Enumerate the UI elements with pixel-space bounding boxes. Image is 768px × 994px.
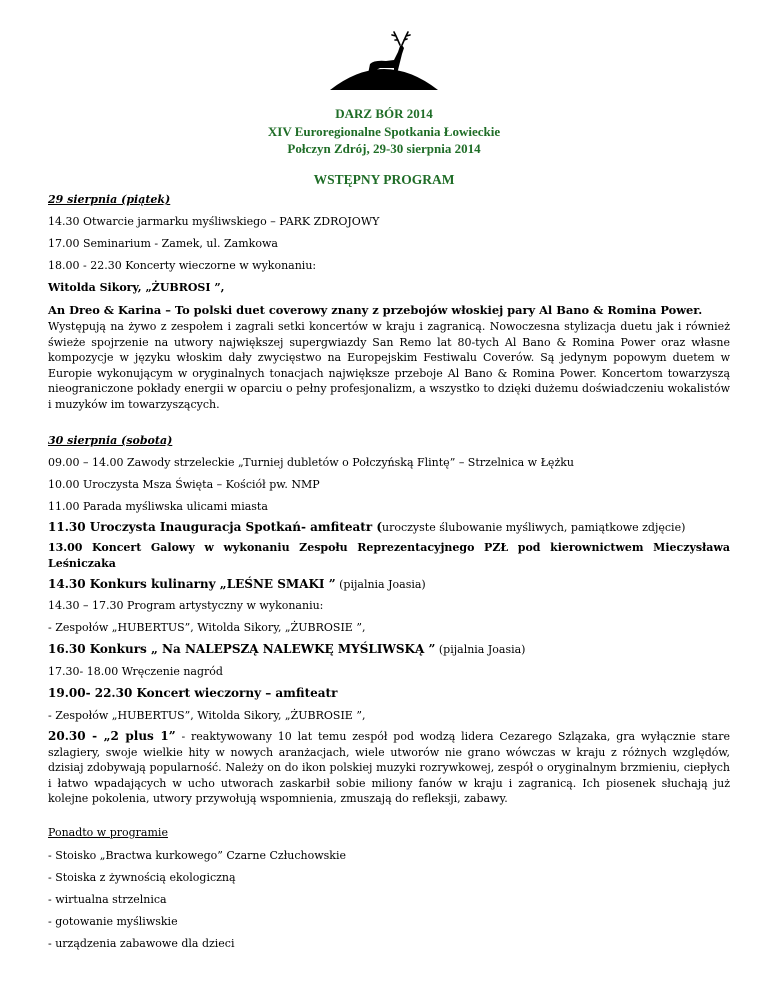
program-title: WSTĘPNY PROGRAM: [313, 172, 455, 187]
event-location-date: Połczyn Zdrój, 29-30 sierpnia 2014: [287, 141, 481, 156]
day2-item: 14.30 – 17.30 Program artystyczny w wykonaniu:: [48, 599, 324, 612]
item-rest-part: (pijalnia Joasia): [435, 643, 526, 656]
item-bold-part: 16.30 Konkurs „ Na NALEPSZĄ NALEWKĘ MYŚLIWSKĄ ”: [48, 642, 436, 656]
day2-item: [48, 729, 730, 807]
band-title: An Dreo & Karina – To polski duet coverowy znany z przebojów włoskiej pary Al Bano & Romina Power.: [48, 303, 703, 317]
day2-item: 10.00 Uroczysta Msza Święta – Kościół pw. NMP: [48, 478, 320, 491]
extra-heading: Ponadto w programie: [48, 826, 168, 839]
day2-item: [48, 520, 730, 534]
day2-item: 17.30- 18.00 Wręczenie nagród: [48, 665, 223, 678]
day2-item: - Zespołów „HUBERTUS”, Witolda Sikory, „ŻUBROSIE ”,: [48, 709, 366, 722]
day2-item: 09.00 – 14.00 Zawody strzeleckie „Turniej dubletów o Połczyńską Flintę” – Strzelnica w Łężku: [48, 456, 574, 469]
day1-heading: 29 sierpnia (piątek): [48, 193, 171, 206]
item-bold-part: 20.30 - „2 plus 1”: [48, 729, 176, 743]
day1-item: 14.30 Otwarcie jarmarku myśliwskiego – PARK ZDROJOWY: [48, 215, 380, 228]
extra-item: - gotowanie myśliwskie: [48, 915, 178, 928]
item-rest-part: (pijalnia Joasia): [335, 578, 426, 591]
day2-item: 19.00- 22.30 Koncert wieczorny – amfiteatr: [48, 686, 338, 700]
day2-item: - Zespołów „HUBERTUS”, Witolda Sikory, „ŻUBROSIE ”,: [48, 621, 366, 634]
deer-logo-icon: [328, 30, 440, 92]
item-bold-part: 14.30 Konkurs kulinarny „LEŚNE SMAKI ”: [48, 577, 336, 591]
day2-heading: 30 sierpnia (sobota): [48, 434, 173, 447]
item-bold-part: 11.30 Uroczysta Inauguracja Spotkań- amfiteatr (: [48, 520, 382, 534]
extra-item: - wirtualna strzelnica: [48, 893, 167, 906]
day1-item: Witolda Sikory, „ŻUBROSI ”,: [48, 281, 225, 294]
event-title: DARZ BÓR 2014: [335, 106, 433, 121]
day2-item: 13.00 Koncert Galowy w wykonaniu Zespołu Reprezentacyjnego PZŁ pod kierownictwem Mieczysława Leśniczaka: [48, 541, 730, 570]
event-subtitle: XIV Euroregionalne Spotkania Łowieckie: [267, 124, 501, 139]
item-rest-part: - reaktywowany 10 lat temu zespół pod wodzą lidera Cezarego Szlązaka, gra wyłącznie stare szlagiery, swoje wielkie hity w nowych aranżacjach, wiele utworów nie grano wówczas w kraju z różnych względów, dzisiaj zdobywają popularność. Należy on do ikon polskiej muzyki rozrywkowej, zespół o oryginalnym brzmieniu, ciepłych i łatwo wpadających w ucho utworach zaskarbił sobie miliony fanów w kraju i zagranicą. Ich piosenek słuchają już kolejne pokolenia, utwory przywołują wspomnienia, zmuszają do refleksji, zabawy.: [48, 730, 730, 805]
day2-item: [48, 577, 730, 591]
item-rest-part: uroczyste ślubowanie myśliwych, pamiątkowe zdjęcie): [382, 521, 686, 534]
extra-item: - Stoiska z żywnością ekologiczną: [48, 871, 236, 884]
extra-item: - Stoisko „Bractwa kurkowego” Czarne Człuchowskie: [48, 849, 346, 862]
day1-item: 18.00 - 22.30 Koncerty wieczorne w wykonaniu:: [48, 259, 317, 272]
day2-item: 11.00 Parada myśliwska ulicami miasta: [48, 500, 268, 513]
day2-item: [48, 642, 730, 656]
day1-item: 17.00 Seminarium - Zamek, ul. Zamkowa: [48, 237, 278, 250]
band-description: Występują na żywo z zespołem i zagrali setki koncertów w kraju i zagranicą. Nowoczesna stylizacja duetu jak i również świeże spojrzenie na utwory największej supergwiazdy San Remo lat 80-tych Al Bano & Romina Power oraz własne kompozycje w języku włoskim dały zwycięstwo na Europejskim Festiwalu Coverów. Są jedynym popowym duetem w Europie wykonującym w oryginalnych tonacjach największe przeboje Al Bano & Romina Power. Koncertom towarzyszą nieograniczone pokłady energii w oparciu o pełny profesjonalizm, a wszystko to dzięki dużemu doświadczeniu wokalistów i muzyków im towarzyszących.: [48, 320, 730, 411]
extra-item: - urządzenia zabawowe dla dzieci: [48, 937, 235, 950]
